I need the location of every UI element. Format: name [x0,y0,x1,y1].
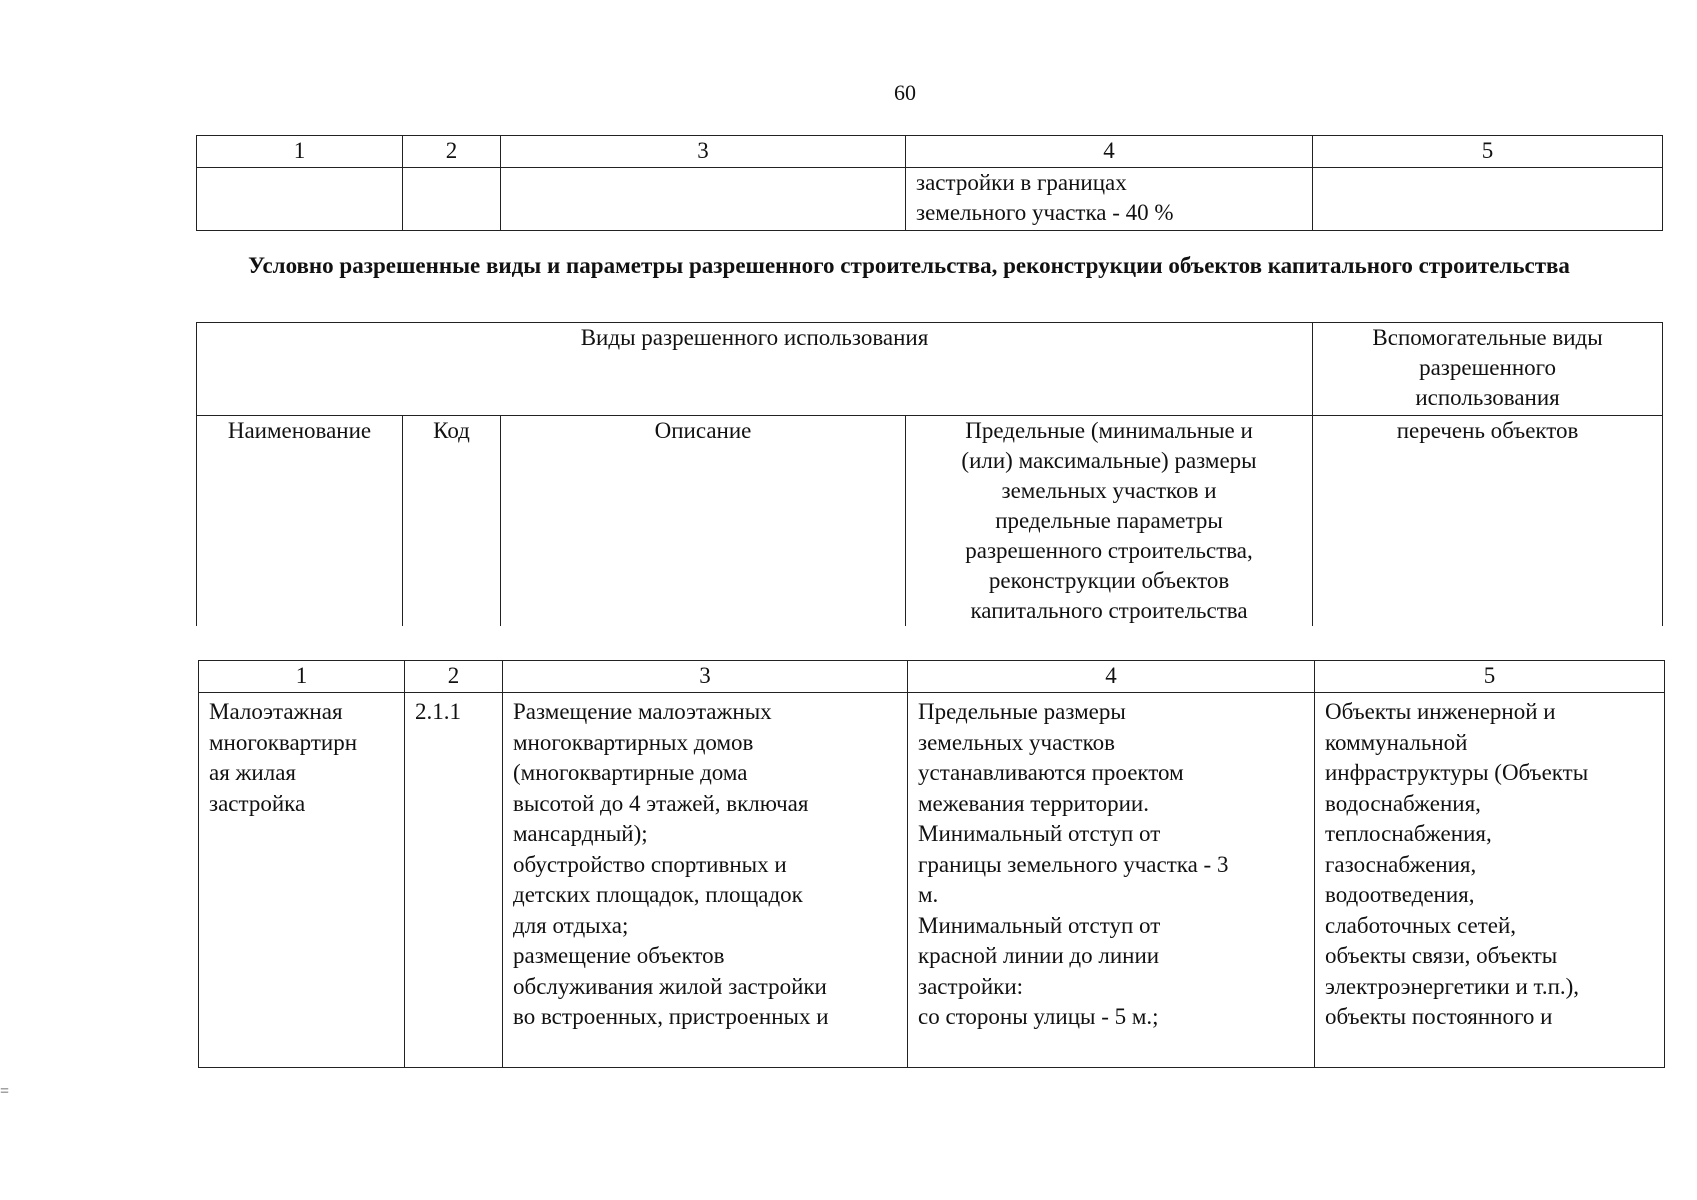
column-header-code: Код [403,416,501,627]
cell-text-line: водоснабжения, [1325,790,1481,816]
header-text-line: разрешенного [1419,355,1556,380]
cell-text-line: размещение объектов [513,943,725,968]
cell-text-line: Предельные размеры [918,699,1126,724]
cell-text-line: теплоснабжения, [1325,821,1492,846]
table-cell [403,168,501,231]
cell-text-line: многоквартирн [209,729,358,755]
column-number-row [197,136,1663,168]
column-number-cell: 4 [908,661,1315,693]
cell-text-line: Объекты инженерной и [1325,699,1556,724]
cell-text-line: для отдыха; [513,912,629,938]
header-text-line: земельных участков и [1001,478,1217,503]
cell-text-line: Минимальный отступ от [918,821,1161,846]
cell-text-line: м. [918,882,939,907]
cell-text-line: во встроенных, пристроенных и [513,1004,829,1029]
page-number: 60 [894,80,916,105]
column-header-row [197,416,1663,627]
column-header-objects: перечень объектов [1313,416,1663,627]
table-cell [1313,168,1663,231]
main-table [198,660,1665,1068]
table-cell [197,168,403,231]
header-text-line: использования [1415,385,1560,410]
cell-text-line: детских площадок, площадок [513,882,803,907]
header-text-line: реконструкции объектов [988,568,1230,593]
table-row [197,168,1663,231]
cell-text-line: мансардный); [513,821,648,846]
cell-text-line: устанавливаются проектом [918,760,1184,785]
column-number-cell: 1 [199,661,405,693]
cell-text-line: Малоэтажная [209,699,343,724]
cell-text-line: инфраструктуры (Объекты [1325,760,1589,785]
column-number-cell: 3 [503,661,908,693]
header-text-line: (или) максимальные) размеры [961,448,1257,473]
header-text-line: разрешенного строительства, [965,538,1253,563]
header-table [196,322,1663,626]
cell-text-line: газоснабжения, [1325,851,1477,877]
cell-text-line: межевания территории. [918,790,1149,816]
table-cell [501,168,906,231]
header-text-line: Вспомогательные виды [1372,325,1603,350]
cell-text-line: водоотведения, [1325,882,1475,907]
cell-text-line: ая жилая [209,760,297,785]
group-header-row [197,323,1663,416]
column-number-cell: 3 [501,136,906,168]
cell-text-line: высотой до 4 этажей, включая [513,790,809,816]
column-number-cell: 5 [1313,136,1663,168]
column-number-cell: 2 [405,661,503,693]
usage-name-cell [199,693,405,1068]
cell-text-line: Размещение малоэтажных [513,699,772,724]
cell-text-line: красной линии до линии [918,943,1160,968]
cell-text-line: обустройство спортивных и [513,851,787,877]
section-heading: Условно разрешенные виды и параметры разрешенного строительства, реконструкции объектов капитального строительства [248,253,1570,278]
usage-code-cell: 2.1.1 [405,693,503,1068]
cell-text-line: со стороны улицы - 5 м.; [918,1004,1159,1029]
column-header-limits [906,416,1313,627]
cell-text-line: застройка [209,790,306,816]
cell-text-line: коммунальной [1325,729,1468,755]
column-number-cell: 1 [197,136,403,168]
header-text-line: предельные параметры [995,508,1223,533]
usage-description-cell [503,693,908,1068]
cell-text-line: Минимальный отступ от [918,912,1161,938]
cell-text-line: застройки в границах [916,170,1127,195]
group-header-main: Виды разрешенного использования [197,323,1313,416]
table-cell [906,168,1313,231]
cell-text-line: (многоквартирные дома [513,760,748,785]
cell-text-line: границы земельного участка - 3 [918,851,1229,877]
column-number-cell: 2 [403,136,501,168]
table-row [199,693,1665,1068]
column-header-description: Описание [501,416,906,627]
header-text-line: Предельные (минимальные и [965,418,1253,443]
continuation-table [196,135,1663,231]
cell-text-line: многоквартирных домов [513,729,754,755]
cell-text-line: земельного участка - 40 % [916,200,1174,225]
margin-mark: = [0,1083,10,1100]
header-text-line: капитального строительства [970,598,1248,623]
usage-limits-cell [908,693,1315,1068]
column-number-cell: 4 [906,136,1313,168]
cell-text-line: электроэнергетики и т.п.), [1325,973,1580,999]
cell-text-line: застройки: [918,973,1024,999]
cell-text-line: обслуживания жилой застройки [513,973,827,999]
column-header-name: Наименование [197,416,403,627]
cell-text-line: слаботочных сетей, [1325,912,1517,938]
usage-objects-cell [1315,693,1665,1068]
cell-text-line: объекты связи, объекты [1325,943,1558,968]
column-number-cell: 5 [1315,661,1665,693]
group-header-aux [1313,323,1663,416]
column-number-row [199,661,1665,693]
cell-text-line: объекты постоянного и [1325,1004,1553,1029]
cell-text-line: земельных участков [918,729,1115,755]
